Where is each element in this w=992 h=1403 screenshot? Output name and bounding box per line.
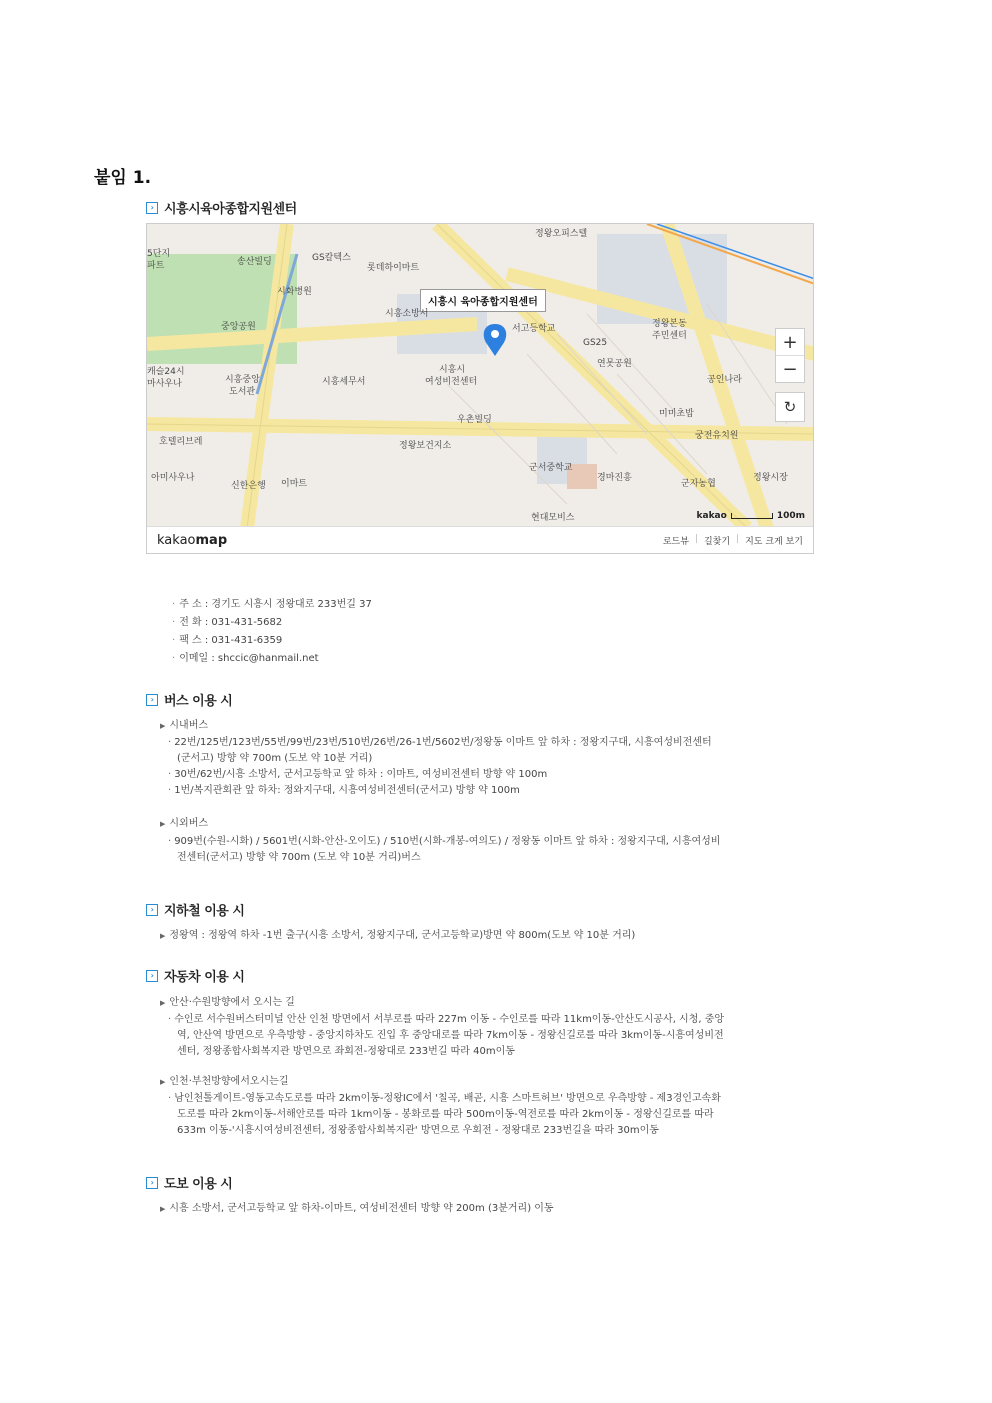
map-label: 롯데하이마트 xyxy=(367,263,420,273)
map-label: 연못공원 xyxy=(597,359,632,369)
subway-text: ▶ 정왕역 : 정왕역 하차 -1번 출구(시흥 소방서, 정왕지구대, 군서고등학교)방면 약 800m(도보 약 10분 거리) xyxy=(160,930,636,941)
arrow-box-icon: › xyxy=(146,202,158,214)
map-label: 시흥세무서 xyxy=(322,377,366,387)
map-label: GS칼텍스 xyxy=(312,253,351,263)
intercity-bus-label: ▶ 시외버스 xyxy=(160,818,209,829)
zoom-out-button[interactable]: − xyxy=(776,355,804,382)
map-label: 중앙공원 xyxy=(221,322,256,332)
map-label: 마사우나 xyxy=(147,379,182,389)
route2-label: ▶ 인천·부천방향에서오시는길 xyxy=(160,1076,289,1087)
refresh-button[interactable]: ↻ xyxy=(775,392,805,422)
arrow-box-icon: › xyxy=(146,694,158,706)
center-title-text: 시흥시육아종합지원센터 xyxy=(164,202,297,217)
arrow-box-icon: › xyxy=(146,1177,158,1189)
address-text: 주 소 : 경기도 시흥시 정왕대로 233번길 37 xyxy=(179,599,372,610)
phone-text: 전 화 : 031-431-5682 xyxy=(179,617,283,628)
map-label: 파트 xyxy=(147,261,165,271)
route1-text: · 수인로 서수원버스터미널 안산 인천 방면에서 서부로를 따라 227m 이동 - 수인로를 따라 11km이동-안산도시공사, 시청, 중앙 역, 안산역 방면으로 우측방향 - 중앙지하차도 진입 후 중앙대로를 따라 7km이동 - 정왕신길로를 따라 3km이동-시흥여성비전 센터, 정왕종합사회복지관 방면으로 좌회전-정왕대로 233번길 따라 40m이동 xyxy=(168,1014,725,1057)
map-label: 신한은행 xyxy=(231,481,266,491)
map-label: 군자농협 xyxy=(681,479,716,489)
arrow-box-icon: › xyxy=(146,970,158,982)
map-label: 시흥시 xyxy=(439,365,466,375)
contact-info: · 주 소 : 경기도 시흥시 정왕대로 233번길 37 · 전 화 : 031-431-5682 · 팩 스 : 031-431-6359 · 이메일 : shccic@hanmail.net xyxy=(172,599,372,664)
city-bus-label: ▶ 시내버스 xyxy=(160,720,209,731)
map-label: 군서중학교 xyxy=(529,463,573,473)
map-label: 5단지 xyxy=(147,249,171,259)
map-label: 시흥소방서 xyxy=(385,309,429,319)
map-label: 캐슬24시 xyxy=(147,367,185,377)
city-bus-list: · 22번/125번/123번/55번/99번/23번/510번/26번/26-1번/5602번/정왕동 이마트 앞 하차 : 정왕지구대, 시흥여성비전센터 (군서고) 방향 약 700m (도보 약 10분 거리) · 30번/62번/시흥 소방서, 군서고등학교 앞 하차 : 이마트, 여성비전센터 방향 약 100m · 1번/복지관회관 앞 하차: 정와지구대, 시흥여성비전센터(군서고) 방향 약 100m xyxy=(168,737,712,796)
map-label: 정왕보건지소 xyxy=(399,441,452,451)
scale-label: 100m xyxy=(776,511,805,521)
pin-label: 시흥시 육아종합지원센터 xyxy=(420,289,546,312)
map-label: 궁전유치원 xyxy=(695,431,739,441)
map-footer xyxy=(147,526,813,553)
directions-link[interactable]: 길찾기 xyxy=(703,536,731,547)
map-label: 시흥중앙 xyxy=(225,375,260,385)
map-label: 공인나라 xyxy=(707,375,742,385)
center-title xyxy=(146,198,297,217)
map-label: 주민센터 xyxy=(652,331,687,341)
walk-text: ▶ 시흥 소방서, 군서고등학교 앞 하차-이마트, 여성비전센터 방향 약 200m (3분거리) 이동 xyxy=(160,1203,554,1214)
roadview-link[interactable]: 로드뷰 xyxy=(662,536,689,547)
map-label: 여성비전센터 xyxy=(425,377,478,387)
bus-section-title: › 버스 이용 시 xyxy=(146,690,232,709)
map-view[interactable] xyxy=(146,223,814,554)
subway-section-title: › 지하철 이용 시 xyxy=(146,900,244,919)
intercity-bus-list: · 909번(수원-시화) / 5601번(시화-안산-오이도) / 510번(시화-개봉-여의도) / 정왕동 이마트 앞 하차 : 정왕지구대, 시흥여성비 전센터(군서고) 방향 약 700m (도보 약 10분 거리)버스 xyxy=(168,836,721,863)
map-label: 서고등학교 xyxy=(512,324,556,334)
map-label: 현대모비스 xyxy=(531,513,575,523)
arrow-box-icon: › xyxy=(146,904,158,916)
map-label: 아미사우나 xyxy=(151,473,195,483)
map-label: 정왕본동 xyxy=(652,319,687,329)
map-label: 송산빌딩 xyxy=(237,257,272,267)
map-label: 시화병원 xyxy=(277,287,312,297)
map-label: 경마진흥 xyxy=(597,473,632,483)
map-label: 이마트 xyxy=(281,479,308,489)
zoom-control xyxy=(775,328,805,383)
route1-label: ▶ 안산·수원방향에서 오시는 길 xyxy=(160,997,295,1008)
page-heading: 붙임 1. xyxy=(94,168,152,188)
walk-section-title: › 도보 이용 시 xyxy=(146,1173,232,1192)
map-label: 정왕시장 xyxy=(753,473,788,483)
map-label: 미미초밥 xyxy=(659,409,694,419)
map-footer-links: 로드뷰 | 길찾기 | 지도 크게 보기 xyxy=(662,533,803,547)
zoom-in-button[interactable]: + xyxy=(782,331,798,353)
email-text: 이메일 : shccic@hanmail.net xyxy=(179,653,319,664)
scale-brand: kakao xyxy=(696,511,727,521)
route2-text: · 남인천톨게이트-영동고속도로를 따라 2km이동-정왕IC에서 '칠곡, 배곧, 시흥 스마트허브' 방면으로 우측방향 - 제3경인고속화 도로를 따라 2km이동-서해안로를 따라 1km이동 - 봉화로를 따라 500m이동-역전로를 따라 2km이동 - 정왕신길로를 따라 633m 이동-'시흥시여성비전센터, 정왕종합사회복지관' 방면으로 우회전 - 정왕대로 233번길을 따라 30m이동 xyxy=(168,1093,721,1136)
map-label: GS25 xyxy=(583,338,608,348)
map-label: 호텔리브레 xyxy=(159,437,203,447)
kakaomap-logo[interactable]: kakaomap xyxy=(157,532,228,548)
car-section-title: › 자동차 이용 시 xyxy=(146,966,244,985)
map-scale xyxy=(697,511,805,521)
fax-text: 팩 스 : 031-431-6359 xyxy=(179,635,283,646)
scale-bar xyxy=(731,513,773,519)
large-map-link[interactable]: 지도 크게 보기 xyxy=(745,536,803,547)
map-label: 우촌빌딩 xyxy=(457,415,492,425)
map-label: 정왕오피스텔 xyxy=(535,229,588,239)
map-label: 도서관 xyxy=(229,387,256,397)
